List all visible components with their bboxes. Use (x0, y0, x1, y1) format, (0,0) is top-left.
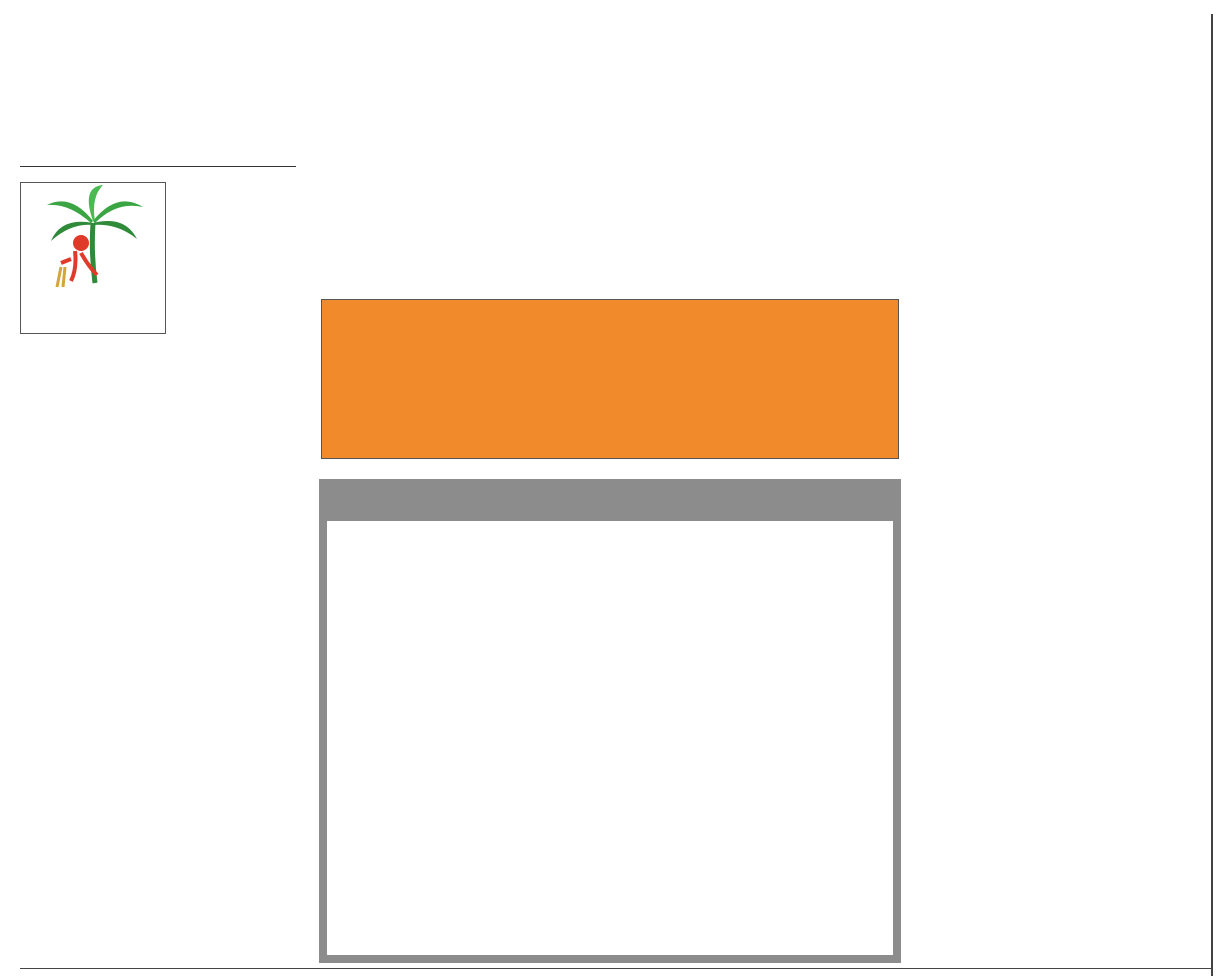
scoreboard-title (319, 479, 901, 521)
scoreboard-panel (327, 521, 893, 955)
palm-tree-mascot-icon (21, 183, 165, 293)
world-cup-logo (20, 182, 166, 334)
column-divider (1211, 14, 1213, 976)
previous-caption-strip (20, 0, 1210, 7)
photo-placeholder (321, 299, 899, 459)
page-bottom-rule (20, 968, 1212, 969)
byline-rule (20, 166, 296, 167)
